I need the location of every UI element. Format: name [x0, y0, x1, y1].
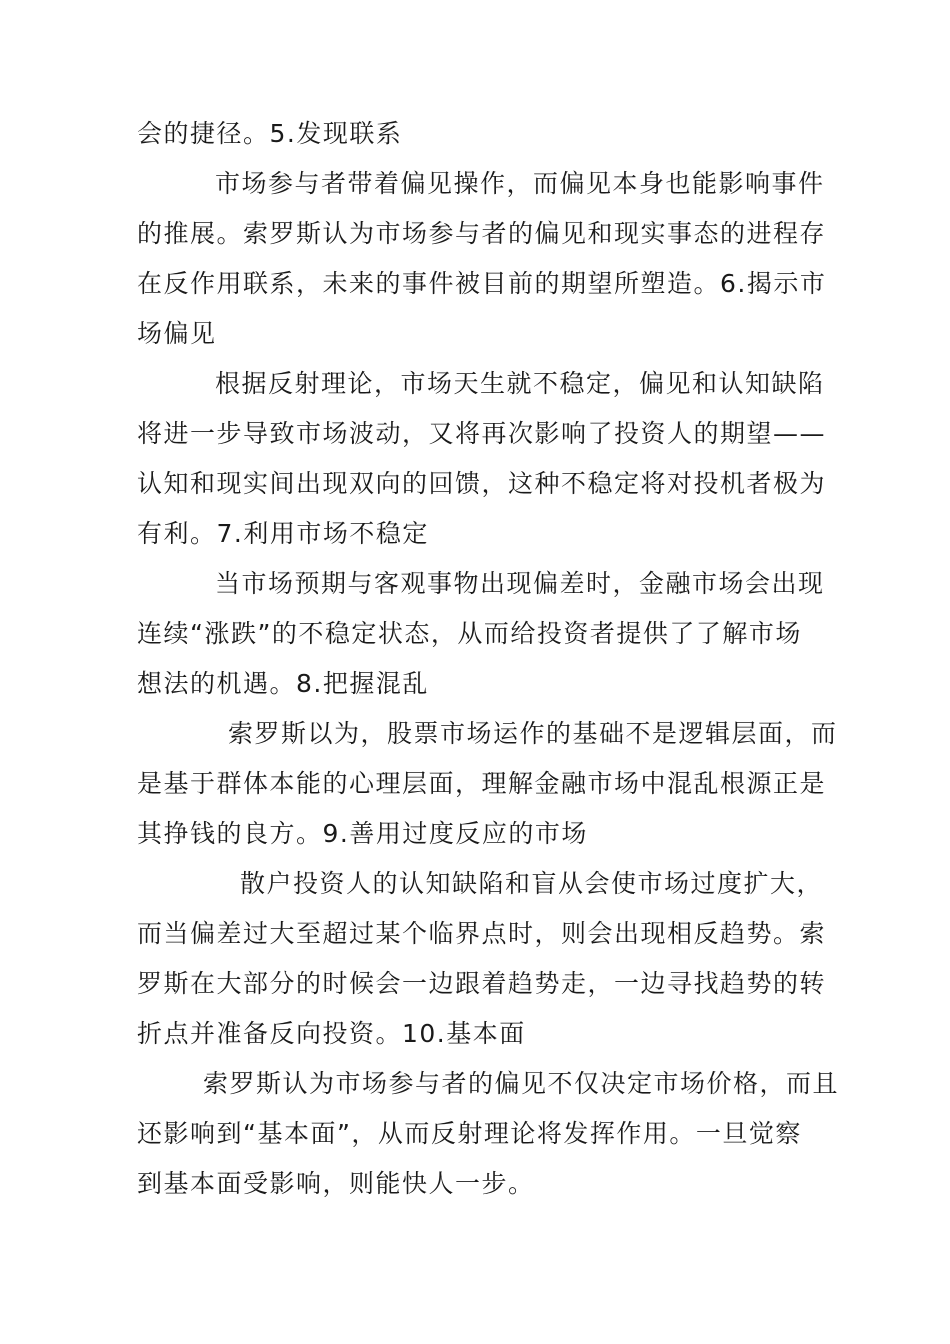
text-line: 认知和现实间出现双向的回馈，这种不稳定将对投机者极为: [137, 469, 827, 498]
text-line: 而当偏差过大至超过某个临界点时，则会出现相反趋势。索: [137, 919, 827, 948]
text-line: 场偏见: [137, 319, 217, 348]
paragraph-first-line: 散户投资人的认知缺陷和盲从会使市场过度扩大，: [240, 869, 824, 898]
text-line: 连续“涨跌”的不稳定状态，从而给投资者提供了了解市场: [137, 619, 802, 648]
text-line: 会的捷径。5.发现联系: [137, 119, 403, 148]
text-line: 在反作用联系，未来的事件被目前的期望所塑造。6.揭示市: [137, 269, 827, 298]
text-line: 还影响到“基本面”，从而反射理论将发挥作用。一旦觉察: [137, 1119, 802, 1148]
text-line: 折点并准备反向投资。10.基本面: [137, 1019, 526, 1048]
paragraph-first-line: 索罗斯以为，股票市场运作的基础不是逻辑层面，而: [228, 719, 838, 748]
text-line: 罗斯在大部分的时候会一边跟着趋势走，一边寻找趋势的转: [137, 969, 827, 998]
paragraph-first-line: 索罗斯认为市场参与者的偏见不仅决定市场价格，而且: [203, 1069, 840, 1098]
paragraph-first-line: 当市场预期与客观事物出现偏差时，金融市场会出现: [215, 569, 825, 598]
paragraph-first-line: 根据反射理论，市场天生就不稳定，偏见和认知缺陷: [215, 369, 825, 398]
text-line: 想法的机遇。8.把握混乱: [137, 669, 429, 698]
text-line: 的推展。索罗斯认为市场参与者的偏见和现实事态的进程存: [137, 219, 827, 248]
text-line: 到基本面受影响，则能快人一步。: [137, 1169, 535, 1198]
text-line: 有利。7.利用市场不稳定: [137, 519, 429, 548]
text-line: 是基于群体本能的心理层面，理解金融市场中混乱根源正是: [137, 769, 827, 798]
text-line: 其挣钱的良方。9.善用过度反应的市场: [137, 819, 588, 848]
paragraph-first-line: 市场参与者带着偏见操作，而偏见本身也能影响事件: [215, 169, 825, 198]
text-line: 将进一步导致市场波动，又将再次影响了投资人的期望——: [137, 419, 827, 448]
